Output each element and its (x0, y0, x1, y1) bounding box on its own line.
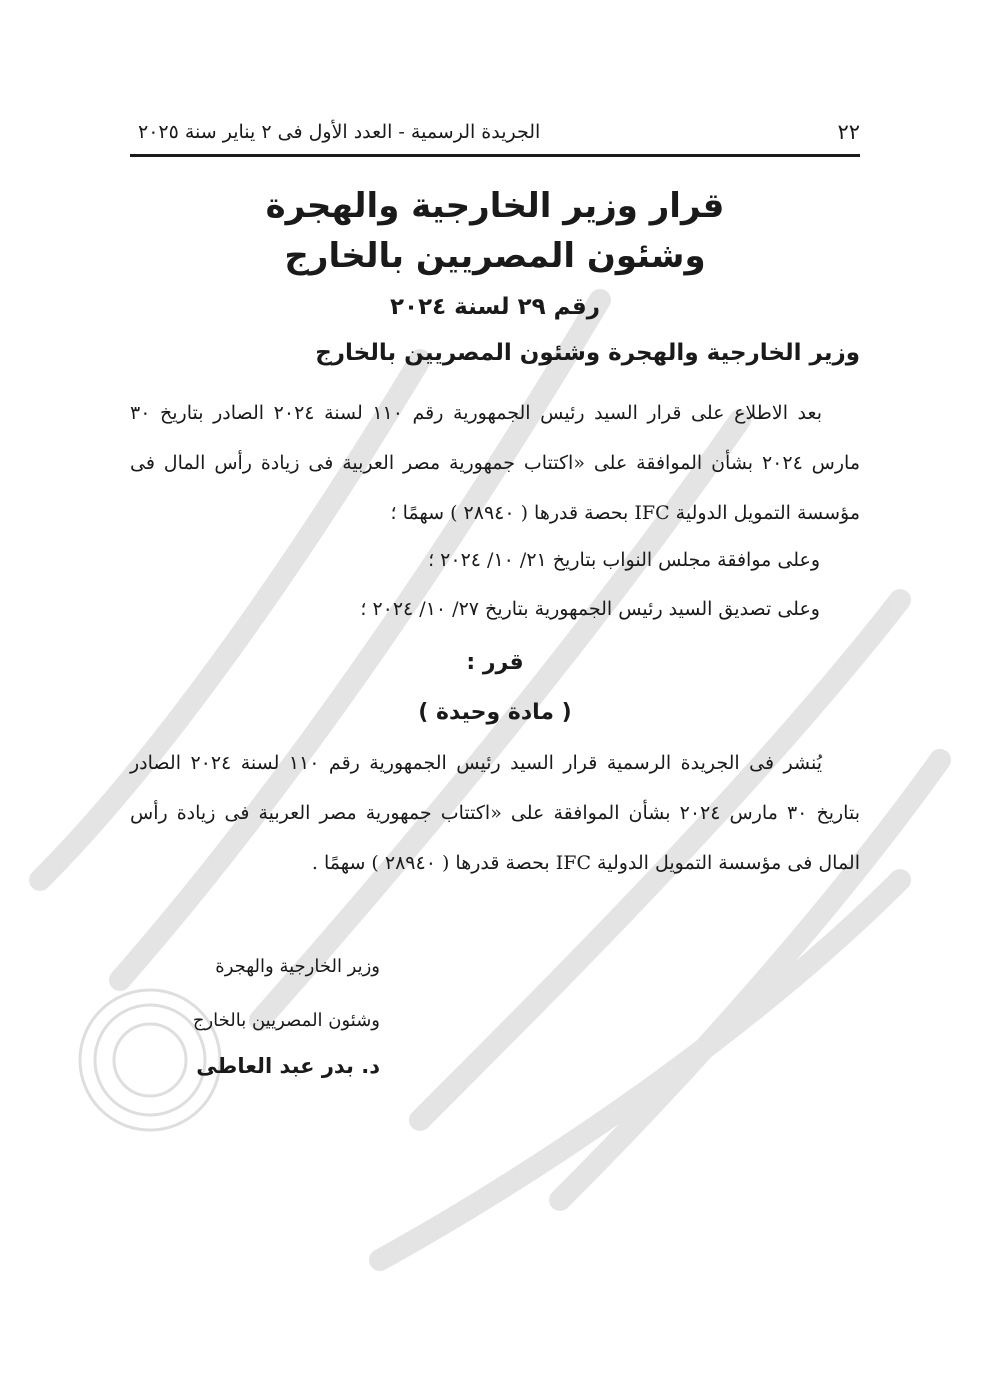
decree-number: رقم ٢٩ لسنة ٢٠٢٤ (390, 294, 600, 320)
signatory-name: د. بدر عبد العاطى (196, 1054, 380, 1078)
decree-title-line1: قرار وزير الخارجية والهجرة (265, 186, 725, 226)
preamble-paragraph: بعد الاطلاع على قرار السيد رئيس الجمهورية رقم ١١٠ لسنة ٢٠٢٤ الصادر بتاريخ ٣٠ مارس ٢٠٢٤ بشأن الموافقة على «اكتتاب جمهورية مصر العربية فى زيادة رأس المال فى مؤسسة التمويل الدولية IFC بحصة قدرها ( ٢٨٩٤٠ ) سهمًا ؛ (130, 402, 860, 524)
article-text: يُنشر فى الجريدة الرسمية قرار السيد رئيس الجمهورية رقم ١١٠ لسنة ٢٠٢٤ الصادر بتاريخ ٣٠ مارس ٢٠٢٤ بشأن الموافقة على «اكتتاب جمهورية مصر العربية فى زيادة رأس المال فى مؤسسة التمويل الدولية IFC بحصة قدرها ( ٢٨٩٤٠ ) سهمًا . (130, 752, 860, 874)
signature-title-line1: وزير الخارجية والهجرة (215, 956, 380, 977)
running-header (130, 112, 860, 152)
decided-heading: قرر : (466, 650, 524, 675)
page-number: ٢٢ (837, 120, 860, 144)
issuer-heading: وزير الخارجية والهجرة وشئون المصريين بالخارج (315, 340, 860, 366)
header-rule (130, 154, 860, 157)
article-heading: ( مادة وحيدة ) (418, 700, 572, 725)
running-title: الجريدة الرسمية - العدد الأول فى ٢ يناير سنة ٢٠٢٥ (138, 121, 541, 143)
preamble-parliament: وعلى موافقة مجلس النواب بتاريخ ٢١/ ١٠/ ٢٠٢٤ ؛ (428, 549, 820, 571)
signature-title-line2: وشئون المصريين بالخارج (192, 1010, 380, 1031)
preamble-president: وعلى تصديق السيد رئيس الجمهورية بتاريخ ٢٧/ ١٠/ ٢٠٢٤ ؛ (360, 598, 820, 620)
decree-title-line2: وشئون المصريين بالخارج (284, 236, 706, 276)
